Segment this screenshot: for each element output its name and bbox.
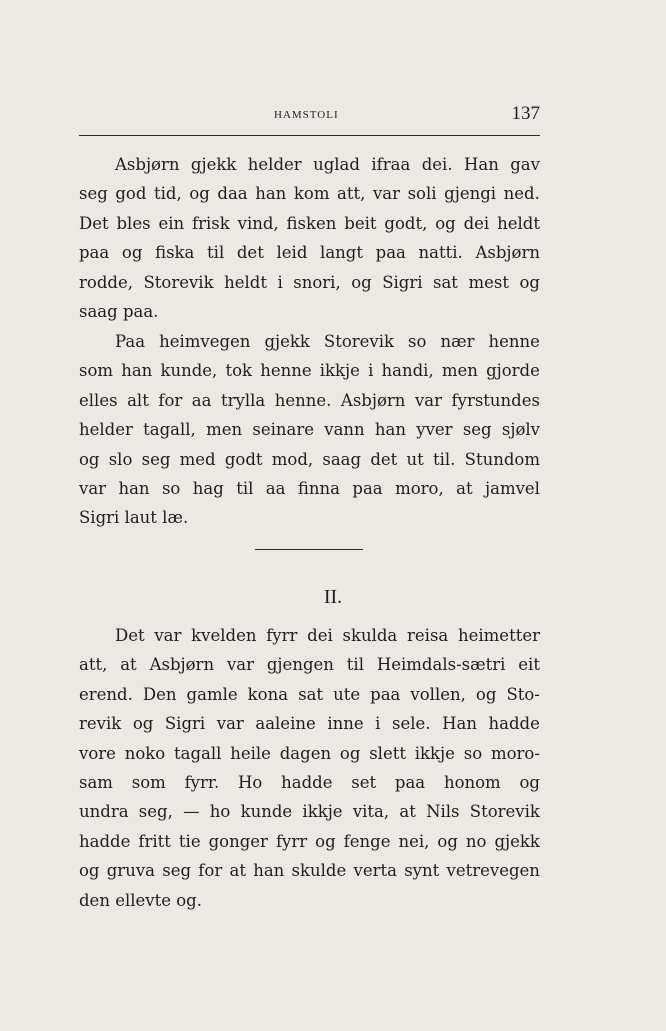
text-line: som han kunde, tok henne ikkje i handi, men gjorde <box>79 361 540 381</box>
text-line: undra seg, — ho kunde ikkje vita, at Nils Storevik <box>79 802 540 822</box>
header-rule <box>79 135 540 136</box>
text-line: att, at Asbjørn var gjengen til Heimdals-sætri eit <box>79 655 540 675</box>
text-line: rodde, Storevik heldt i snori, og Sigri sat mest og <box>79 272 540 292</box>
text-line: seg god tid, og daa han kom att, var soli gjengi ned. <box>79 184 540 204</box>
text-line: erend. Den gamle kona sat ute paa vollen, og Sto- <box>79 684 540 704</box>
paragraph-3 <box>79 621 540 915</box>
text-line: var han so hag til aa finna paa moro, at jamvel <box>79 478 540 498</box>
running-head <box>79 103 540 127</box>
text-line: Det var kvelden fyrr dei skulda reisa heimetter <box>115 626 540 645</box>
text-line: revik og Sigri var aaleine inne i sele. Han hadde <box>79 714 540 734</box>
text-line: Paa heimvegen gjekk Storevik so nær henne <box>115 332 540 351</box>
text-line: elles alt for aa trylla henne. Asbjørn var fyrstundes <box>79 390 540 410</box>
text-line: Asbjørn gjekk helder uglad ifraa dei. Han gav <box>115 155 540 174</box>
text-line: den ellevte og. <box>79 890 202 910</box>
text-line: sam som fyrr. Ho hadde set paa honom og <box>79 772 540 792</box>
page-number: 137 <box>511 103 540 124</box>
text-line: hadde fritt tie gonger fyrr og fenge nei, og no gjekk <box>79 831 540 851</box>
section-divider <box>255 549 363 550</box>
running-title: HAMSTOLI <box>274 109 339 121</box>
text-line: vore noko tagall heile dagen og slett ikkje so moro- <box>79 743 540 763</box>
text-line: og slo seg med godt mod, saag det ut til. Stundom <box>79 449 540 469</box>
text-line: og gruva seg for at han skulde verta synt vetrevegen <box>79 861 540 881</box>
text-line: Sigri laut læ. <box>79 508 189 528</box>
section-heading: II. <box>323 586 343 608</box>
text-line: helder tagall, men seinare vann han yver seg sjølv <box>79 420 540 440</box>
text-line: saag paa. <box>79 301 159 321</box>
text-line: paa og fiska til det leid langt paa natti. Asbjørn <box>79 243 540 263</box>
text-line: Det bles ein frisk vind, fisken beit godt, og dei heldt <box>79 213 540 233</box>
paragraph-1 <box>79 150 540 326</box>
paragraph-2 <box>79 327 540 533</box>
